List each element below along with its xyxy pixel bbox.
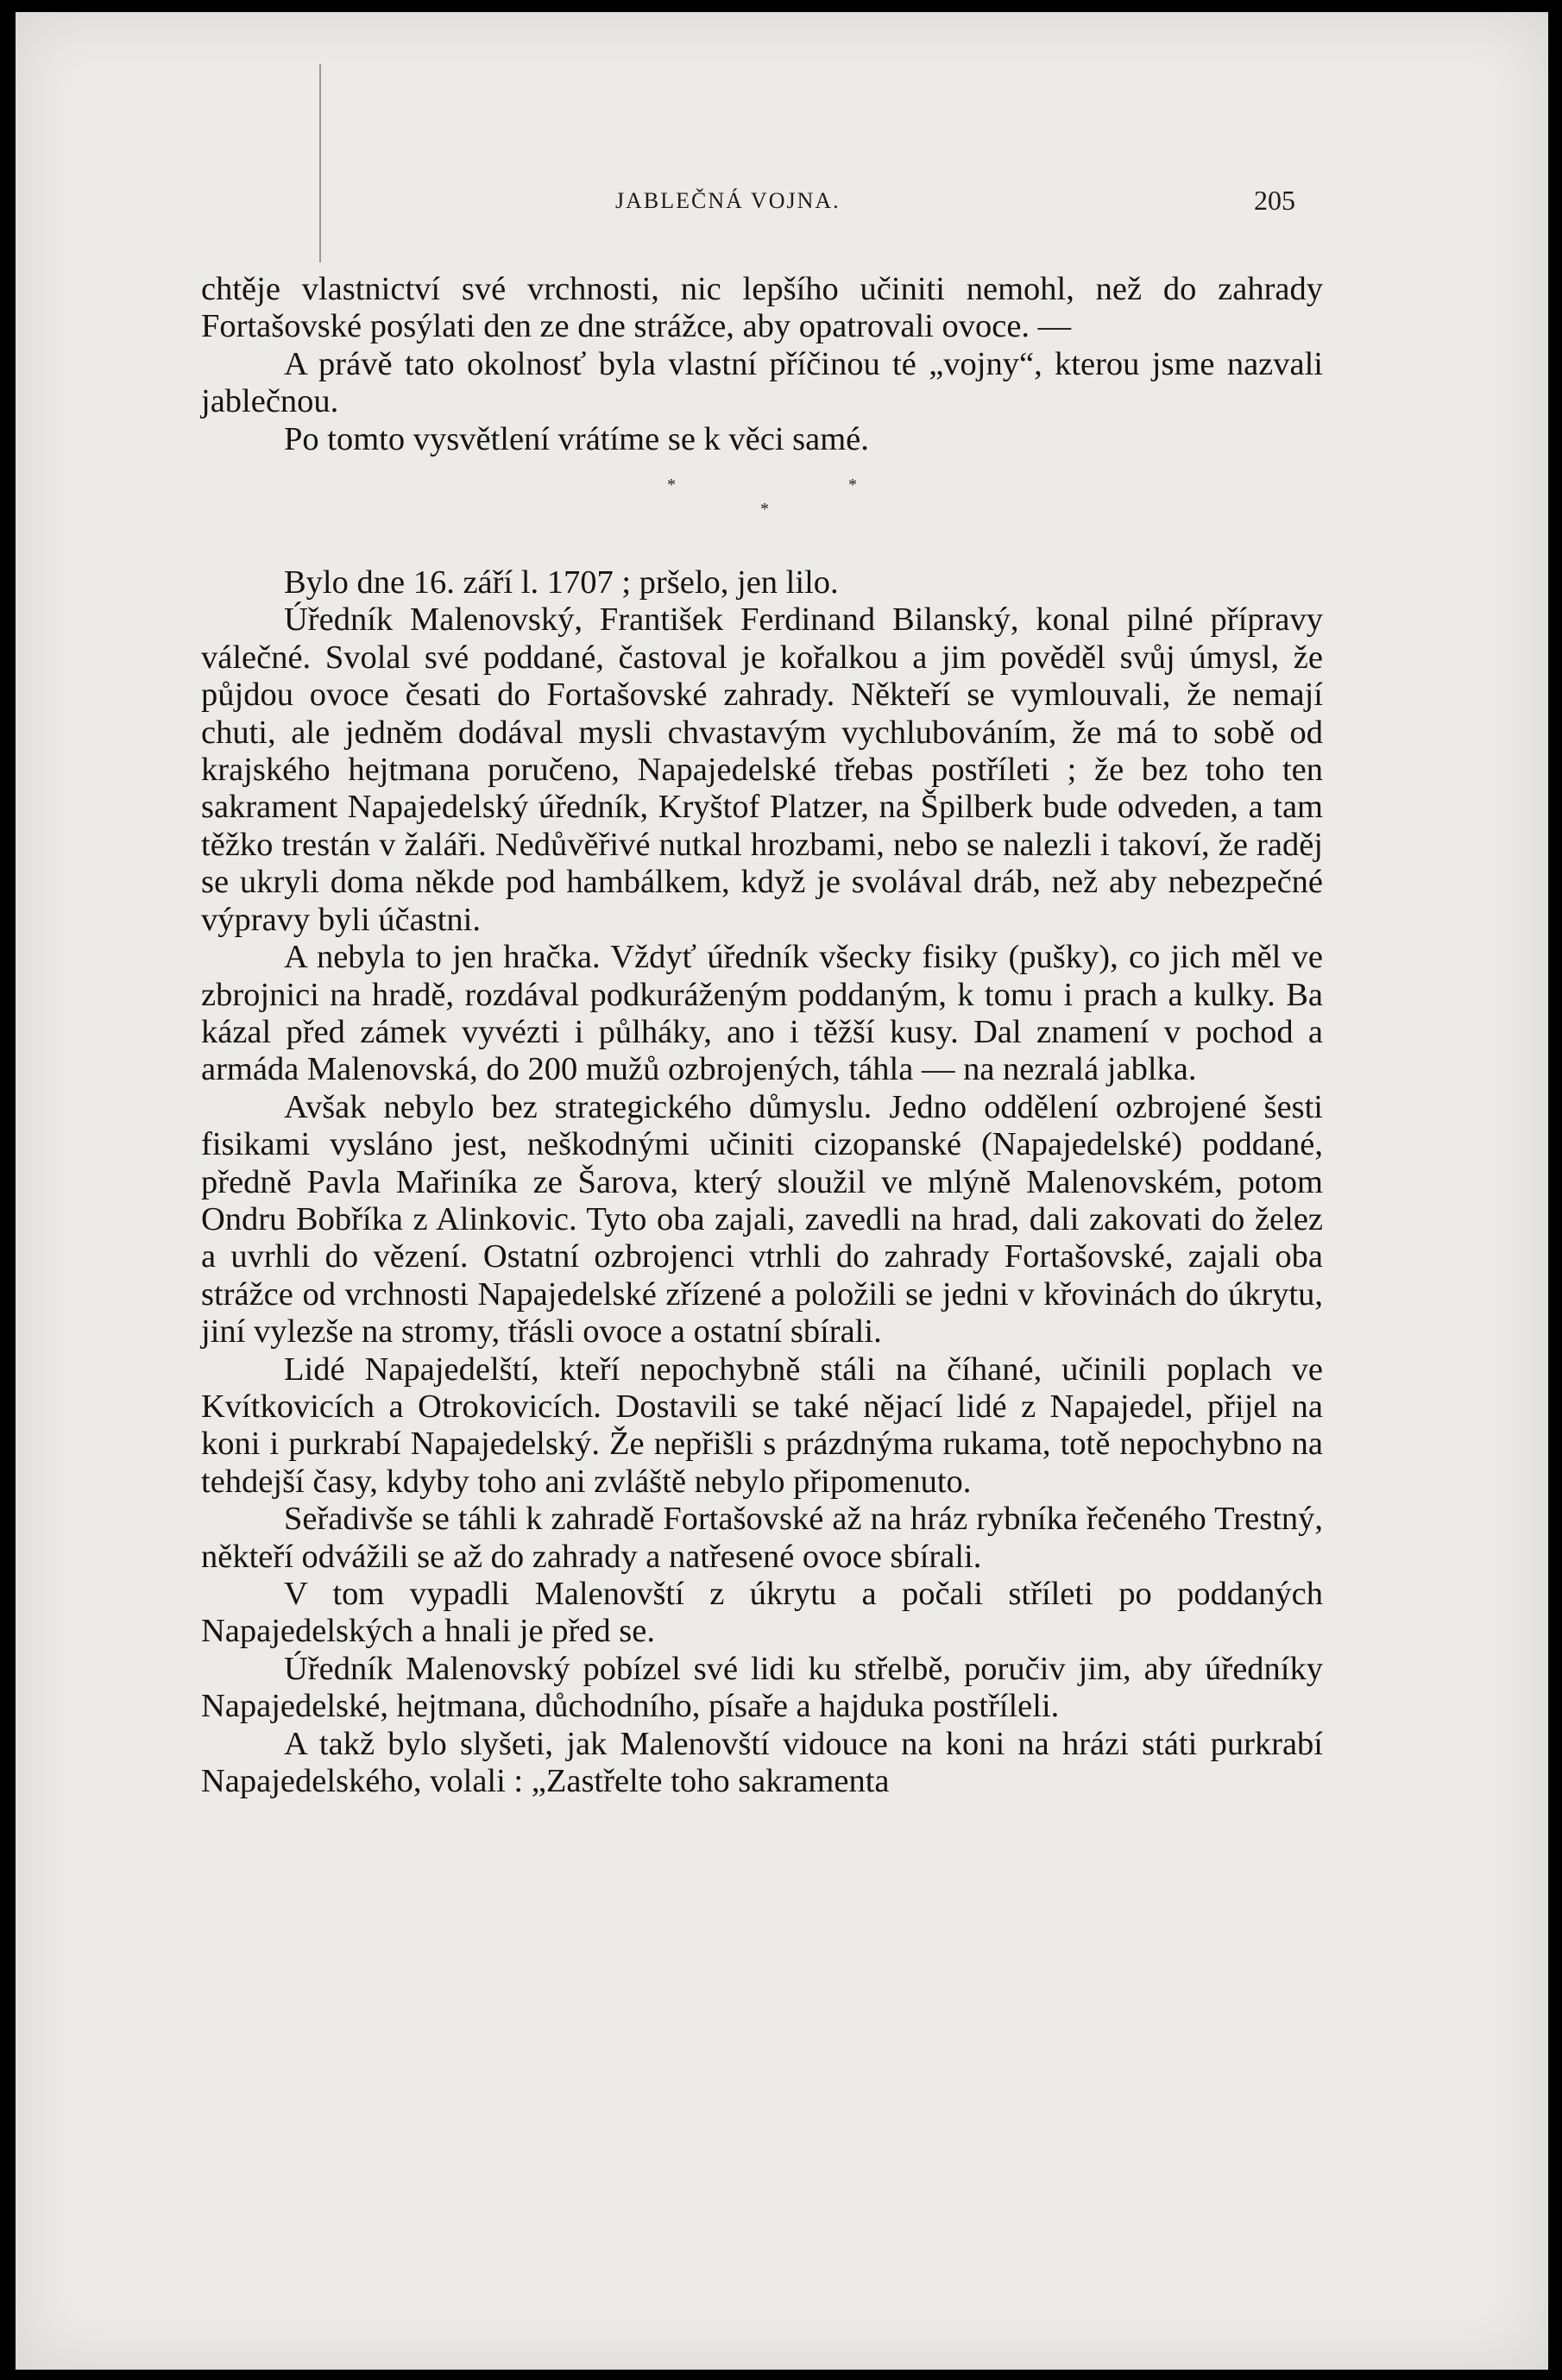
book-page bbox=[16, 12, 1548, 2370]
paragraph: Po tomto vysvětlení vrátíme se k věci samé. bbox=[284, 420, 869, 457]
paragraph: A takž bylo slyšeti, jak Malenovští vidouce na koni na hrázi státi purkrabí Napajedelského, volali : „Zastřelte toho sakramenta bbox=[201, 1725, 1323, 1800]
separator-star: * bbox=[667, 475, 676, 495]
paragraph: Seřadivše se táhli k zahradě Fortašovské až na hráz rybníka řečeného Trestný, někteří odvážili se až do zahrady a natřesené ovoce sbírali. bbox=[201, 1501, 1323, 1575]
body-text bbox=[201, 271, 1323, 1800]
page-header bbox=[16, 181, 1548, 224]
paragraph: Lidé Napajedelští, kteří nepochybně stáli na číhané, učinili poplach ve Kvítkovicích a Otrokovicích. Dostavili se také nějací lidé z Napajedel, přijel na koni i purkrabí Napajedelský. Že nepřišli s prázdnýma rukama, totě nepochybno na tehdejší časy, kdyby toho ani zvláště nebylo připomenuto. bbox=[201, 1351, 1323, 1500]
paragraph: Úředník Malenovský, František Ferdinand Bilanský, konal pilné přípravy válečné. Svolal své poddané, častoval je kořalkou a jim pověděl svůj úmysl, že půjdou ovoce česati do Fortašovské zahrady. Někteří se vymlouvali, že nemají chuti, ale jedněm dodával mysli chvastavým vychlubováním, že má to sobě od krajského hejtmana poručeno, Napajedelské třebas postříleti ; že bez toho ten sakrament Napajedelský úředník, Kryštof Platzer, na Špilberk bude odveden, a tam těžko trestán v žaláři. Nedůvěřivé nutkal hrozbami, nebo se nalezli i takoví, že raděj se ukryli doma někde pod hambálkem, když je svolával dráb, než aby nebezpečné výpravy byli účastni. bbox=[201, 601, 1323, 938]
paragraph: V tom vypadli Malenovští z úkrytu a počali stříleti po poddaných Napajedelských a hnali je před se. bbox=[201, 1576, 1323, 1650]
paragraph: Avšak nebylo bez strategického důmyslu. Jedno oddělení ozbrojené šesti fisikami vysláno jest, neškodnými učiniti cizopanské (Napajedelské) poddané, předně Pavla Mařiníka ze Šarova, který sloužil ve mlýně Malenovském, potom Ondru Bobříka z Alinkovic. Tyto oba zajali, zavedli na hrad, dali zakovati do želez a uvrhli do vězení. Ostatní ozbrojenci vtrhli do zahrady Fortašovské, zajali oba strážce od vrchnosti Napajedelské zřízené a položili se jedni v křovinách do úkrytu, jiní vylezše na stromy, třásli ovoce a ostatní sbírali. bbox=[201, 1088, 1323, 1351]
section-separator bbox=[201, 458, 1323, 564]
paragraph: Bylo dne 16. září l. 1707 ; pršelo, jen lilo. bbox=[284, 564, 839, 601]
separator-star: * bbox=[760, 500, 769, 519]
separator-star: * bbox=[848, 475, 857, 495]
binding-margin-line bbox=[319, 64, 321, 262]
paragraph: A právě tato okolnosť byla vlastní příčinou té „vojny“, kterou jsme nazvali jablečnou. bbox=[201, 345, 1323, 420]
paragraph: A nebyla to jen hračka. Vždyť úředník všecky fisiky (pušky), co jich měl ve zbrojnici na hradě, rozdával podkuráženým poddaným, k tomu i prach a kulky. Ba kázal před zámek vyvézti i půlháky, ano i těžší kusy. Dal znamení v pochod a armáda Malenovská, do 200 mužů ozbrojených, táhla — na nezralá jablka. bbox=[201, 939, 1323, 1088]
paragraph: Úředník Malenovský pobízel své lidi ku střelbě, poručiv jim, aby úředníky Napajedelské, hejtmana, důchodního, písaře a hajduka postříleli. bbox=[201, 1650, 1323, 1725]
paragraph: chtěje vlastnictví své vrchnosti, nic lepšího učiniti nemohl, než do zahrady Fortašovské posýlati den ze dne strážce, aby opatrovali ovoce. — bbox=[201, 271, 1323, 345]
running-title: JABLEČNÁ VOJNA. bbox=[615, 188, 841, 213]
page-number: 205 bbox=[1254, 185, 1295, 216]
